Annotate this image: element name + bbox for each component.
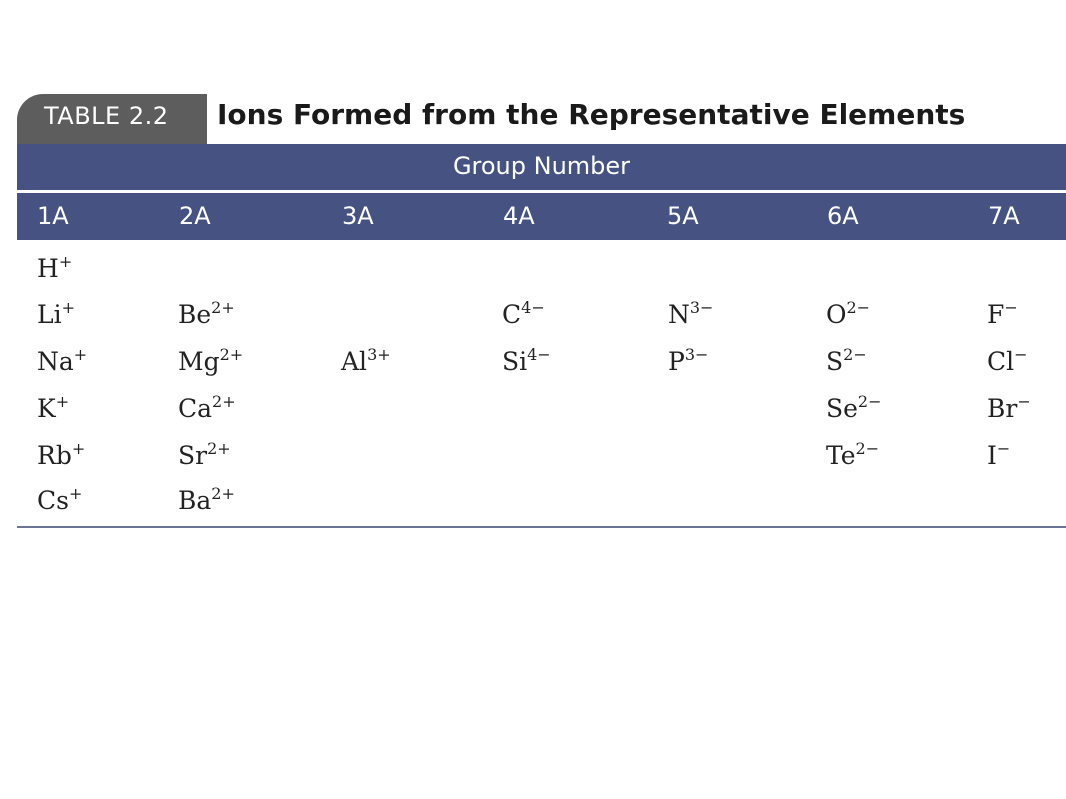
ion-cell <box>987 300 1018 329</box>
table-body <box>0 240 1066 526</box>
ion-cell <box>987 441 1010 470</box>
ion-cell <box>987 347 1028 376</box>
column-header-6a: 6A <box>827 202 859 230</box>
element-symbol: Cs <box>37 486 69 515</box>
ion-cell <box>37 441 85 470</box>
ion-cell <box>37 347 87 376</box>
ion-charge: + <box>61 298 76 317</box>
ion-charge: 4− <box>527 345 551 364</box>
ion-cell <box>178 300 235 329</box>
ion-charge: 2− <box>843 345 867 364</box>
table-label-tab <box>17 94 207 144</box>
column-header-3a: 3A <box>342 202 374 230</box>
ion-cell <box>37 394 69 423</box>
table-bottom-rule <box>17 526 1066 528</box>
ion-cell <box>178 441 231 470</box>
column-header-row <box>17 193 1066 240</box>
ion-cell <box>826 394 882 423</box>
ion-charge: − <box>1004 298 1018 317</box>
ion-charge: 2+ <box>211 484 235 503</box>
ion-cell <box>987 394 1031 423</box>
element-symbol: C <box>502 300 522 329</box>
ion-charge: + <box>71 439 86 458</box>
column-header-1a: 1A <box>37 202 69 230</box>
element-symbol: Si <box>502 347 528 376</box>
ion-charge: 2− <box>846 298 871 317</box>
ion-charge: − <box>996 439 1011 458</box>
ion-charge: + <box>68 484 83 503</box>
element-symbol: Ba <box>178 486 212 515</box>
ion-charge: 2+ <box>212 392 236 411</box>
ion-charge: 2+ <box>219 345 244 364</box>
ion-cell <box>37 254 72 283</box>
element-symbol: Na <box>37 347 74 376</box>
element-symbol: H <box>37 254 59 283</box>
ion-charge: 3− <box>689 298 714 317</box>
ion-cell <box>178 347 243 376</box>
ion-charge: + <box>55 392 70 411</box>
element-symbol: Be <box>178 300 212 329</box>
column-header-2a: 2A <box>179 202 211 230</box>
ion-charge: 2+ <box>207 439 231 458</box>
ion-cell <box>826 347 867 376</box>
element-symbol: Rb <box>37 441 72 470</box>
table-title: Ions Formed from the Representative Elements <box>217 98 966 131</box>
element-symbol: O <box>826 300 847 329</box>
ion-charge: 3− <box>684 345 709 364</box>
ion-charge: − <box>1017 392 1031 411</box>
ion-cell <box>668 300 713 329</box>
element-symbol: Al <box>341 347 368 376</box>
ion-cell <box>178 394 236 423</box>
ion-charge: − <box>1014 345 1028 364</box>
ion-cell <box>502 300 545 329</box>
column-header-5a: 5A <box>667 202 699 230</box>
element-symbol: P <box>668 347 685 376</box>
ion-cell <box>502 347 551 376</box>
ion-charge: 2+ <box>211 298 235 317</box>
column-header-4a: 4A <box>503 202 535 230</box>
ion-cell <box>178 486 235 515</box>
ion-charge: 2− <box>855 439 880 458</box>
element-symbol: Se <box>826 394 858 423</box>
ion-cell <box>37 300 75 329</box>
element-symbol: Mg <box>178 347 220 376</box>
element-symbol: Sr <box>178 441 208 470</box>
ion-cell <box>826 300 870 329</box>
ion-charge: 2− <box>857 392 882 411</box>
element-symbol: I <box>987 441 997 470</box>
group-number-heading: Group Number <box>17 144 1066 190</box>
ion-cell <box>341 347 391 376</box>
ion-cell <box>37 486 82 515</box>
element-symbol: F <box>987 300 1005 329</box>
ion-cell <box>668 347 708 376</box>
element-symbol: Ca <box>178 394 213 423</box>
ion-cell <box>826 441 879 470</box>
element-symbol: N <box>668 300 690 329</box>
element-symbol: Cl <box>987 347 1015 376</box>
column-header-7a: 7A <box>988 202 1020 230</box>
element-symbol: Li <box>37 300 62 329</box>
ion-charge: 4− <box>521 298 545 317</box>
table-label: TABLE 2.2 <box>44 102 169 130</box>
ion-charge: + <box>58 252 73 271</box>
ion-charge: + <box>73 345 88 364</box>
element-symbol: S <box>826 347 844 376</box>
element-symbol: K <box>37 394 56 423</box>
ion-charge: 3+ <box>367 345 391 364</box>
element-symbol: Br <box>987 394 1018 423</box>
element-symbol: Te <box>826 441 856 470</box>
